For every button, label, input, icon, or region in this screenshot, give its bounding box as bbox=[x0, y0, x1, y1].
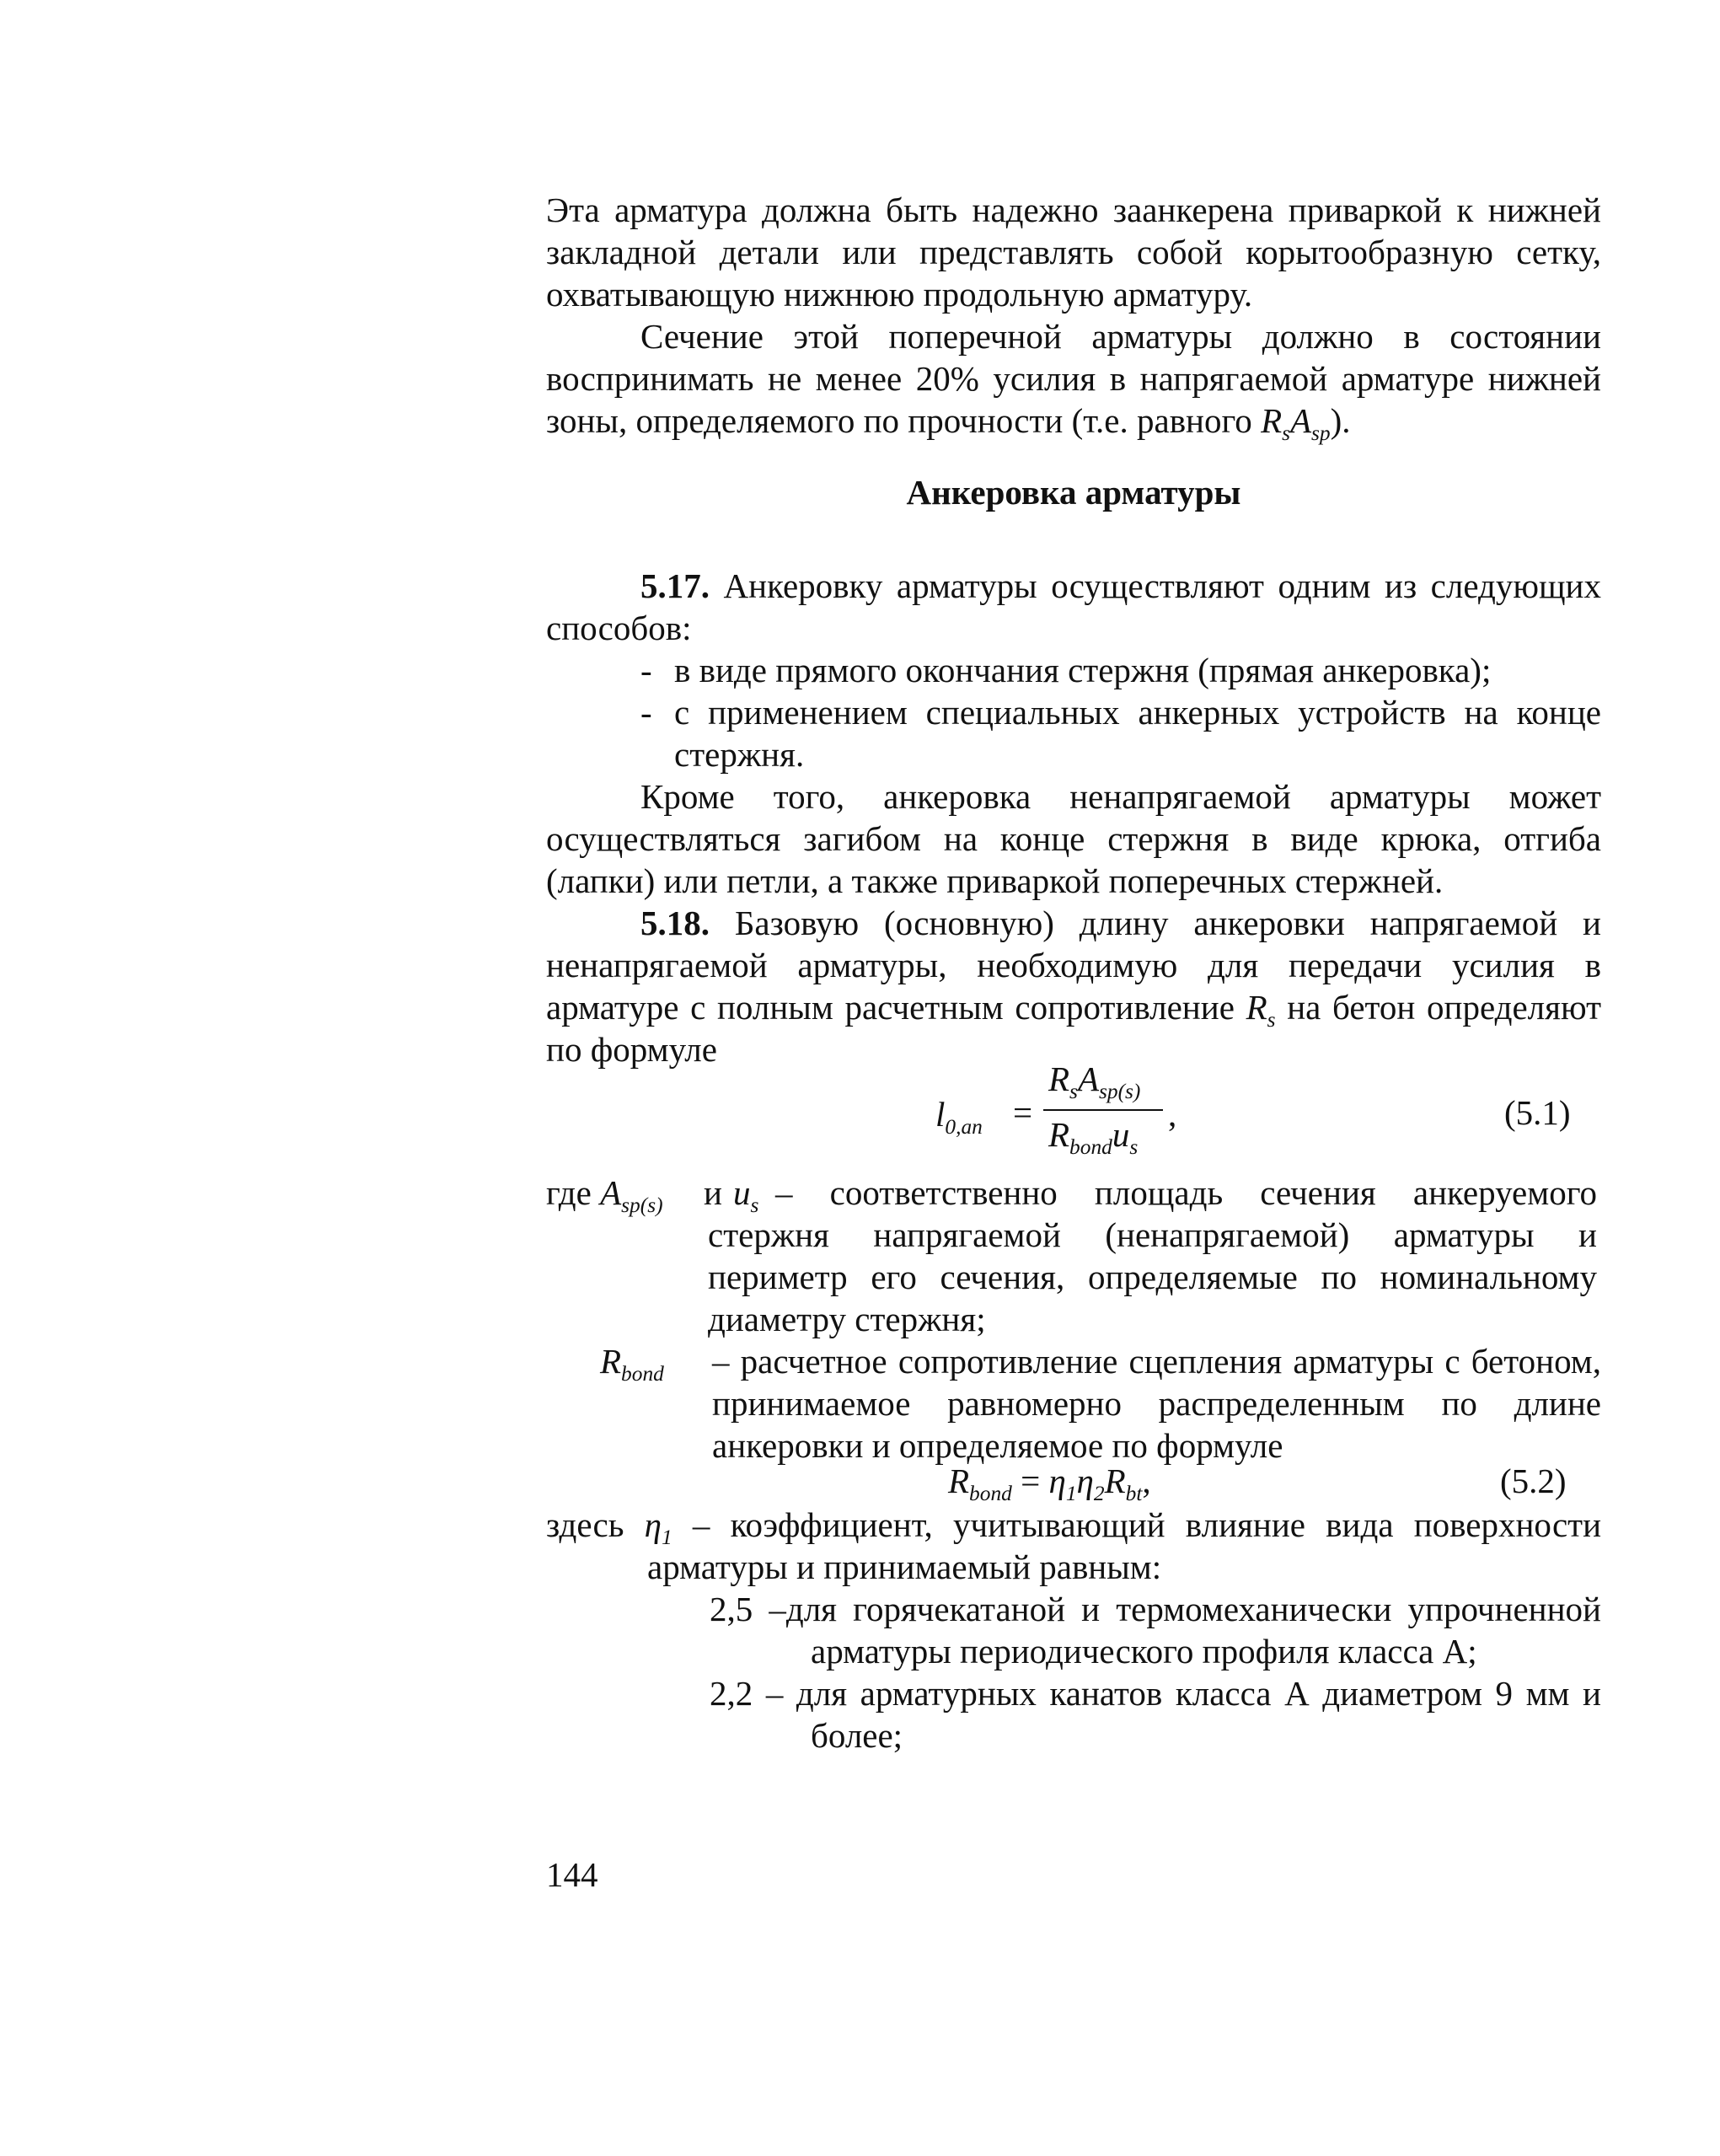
paragraph-krome: Кроме того, анкеровка ненапрягаемой арматуры может осуществляться загибом на конце стержня в виде крюка, отгиба (лапки) или петли, а также приваркой поперечных стержней. bbox=[546, 777, 1601, 900]
paragraph-2-end: ). bbox=[1330, 401, 1351, 440]
here-paragraph bbox=[546, 1504, 1601, 1588]
coefficient-item bbox=[710, 1588, 1601, 1672]
list-item bbox=[546, 691, 1601, 775]
equation-number-5-1: (5.1) bbox=[1504, 1093, 1571, 1132]
equation-number-5-2: (5.2) bbox=[1500, 1461, 1567, 1500]
clause-5-18-number: 5.18. bbox=[640, 904, 710, 942]
clause-5-17-number: 5.17. bbox=[640, 566, 710, 605]
list-item bbox=[546, 649, 1601, 691]
eta1-symbol: $\eta_1$ bbox=[644, 1505, 672, 1550]
paragraph-2 bbox=[546, 315, 1601, 446]
formula-5-1-comma: , bbox=[1168, 1095, 1177, 1134]
rbond-definition: – расчетное сопротивление сцепления арматуры с бетоном, принимаемое равномерно распределенным по длине анкеровки и определяемое по формуле bbox=[712, 1342, 1601, 1465]
formula-5-1-equals: = bbox=[1013, 1093, 1033, 1132]
coefficient-text: – для арматурных канатов класса А диаметром 9 мм и более; bbox=[765, 1674, 1602, 1755]
list-item-text: в виде прямого окончания стержня (прямая анкеровка); bbox=[674, 651, 1492, 689]
coefficient-value: 2,5 bbox=[710, 1590, 753, 1628]
rbond-symbol: $R_{bond}$ bbox=[600, 1342, 664, 1386]
list-item-text: с применением специальных анкерных устройств на конце стержня. bbox=[674, 693, 1601, 774]
formula-5-1-denominator: $R_{bond}u_s$ bbox=[1048, 1115, 1139, 1160]
page-number: 144 bbox=[546, 1855, 598, 1894]
here-label: здесь bbox=[546, 1505, 624, 1544]
paragraph-2-text: Сечение этой поперечной арматуры должно в состоянии воспринимать не менее 20% усилия в напрягаемой арматуре нижней зоны, определяемого по прочности (т.е. равного bbox=[546, 317, 1601, 440]
fraction-bar bbox=[1043, 1109, 1163, 1111]
rs-asp-symbol: $R_sA_{sp}$ bbox=[1261, 401, 1331, 446]
where-and: и bbox=[704, 1173, 722, 1212]
clause-5-18 bbox=[546, 902, 1601, 1070]
rs-symbol: $R_s$ bbox=[1246, 988, 1276, 1032]
where-label-line bbox=[546, 1172, 663, 1218]
coefficient-item bbox=[710, 1672, 1601, 1756]
formula-5-1-lhs: $l_{0,an}$ bbox=[935, 1095, 983, 1140]
where-definition: – соответственно площадь сечения анкеруемого стержня напрягаемой (ненапрягаемой) арматуры и периметр его сечения, определяемые по номинальному диаметру стержня; bbox=[708, 1173, 1597, 1338]
coefficient-list bbox=[710, 1588, 1601, 1756]
here-definition: – коэффициент, учитывающий влияние вида поверхности арматуры и принимаемый равным: bbox=[647, 1505, 1602, 1586]
asp-s-symbol: $A_{sp(s)}$ bbox=[600, 1173, 663, 1218]
dash-marker: - bbox=[640, 651, 652, 689]
intro-block bbox=[546, 189, 1601, 446]
dash-marker: - bbox=[640, 693, 652, 732]
paragraph-1: Эта арматура должна быть надежно заанкерена приваркой к нижней закладной детали или представлять собой корытообразную сетку, охватывающую нижнюю продольную арматуру. bbox=[546, 190, 1601, 314]
formula-5-1 bbox=[935, 1059, 1188, 1172]
section-heading: Анкеровка арматуры bbox=[906, 473, 1241, 512]
clause-5-17-intro bbox=[546, 565, 1601, 649]
clause-5-18-text: Базовую (основную) длину анкеровки напрягаемой и ненапрягаемой арматуры, необходимую для передачи усилия в арматуре с полным расчетным сопротивление bbox=[546, 904, 1601, 1027]
formula-5-2: $R_{bond} = \eta_1\eta_2R_{bt}$, bbox=[948, 1461, 1151, 1506]
formula-5-1-numerator: $R_sA_{sp(s)}$ bbox=[1048, 1059, 1141, 1104]
coefficient-value: 2,2 bbox=[710, 1674, 753, 1713]
coefficient-text: –для горячекатаной и термомеханически упрочненной арматуры периодического профиля класса А; bbox=[769, 1590, 1601, 1671]
where-label: где bbox=[546, 1173, 592, 1212]
clause-5-18-end: на бетон определяют по формуле bbox=[546, 988, 1601, 1069]
us-symbol: $u_s$ bbox=[733, 1173, 759, 1218]
clause-5-17 bbox=[546, 565, 1601, 1070]
clause-5-17-text: Анкеровку арматуры осуществляют одним из следующих способов: bbox=[546, 566, 1601, 647]
